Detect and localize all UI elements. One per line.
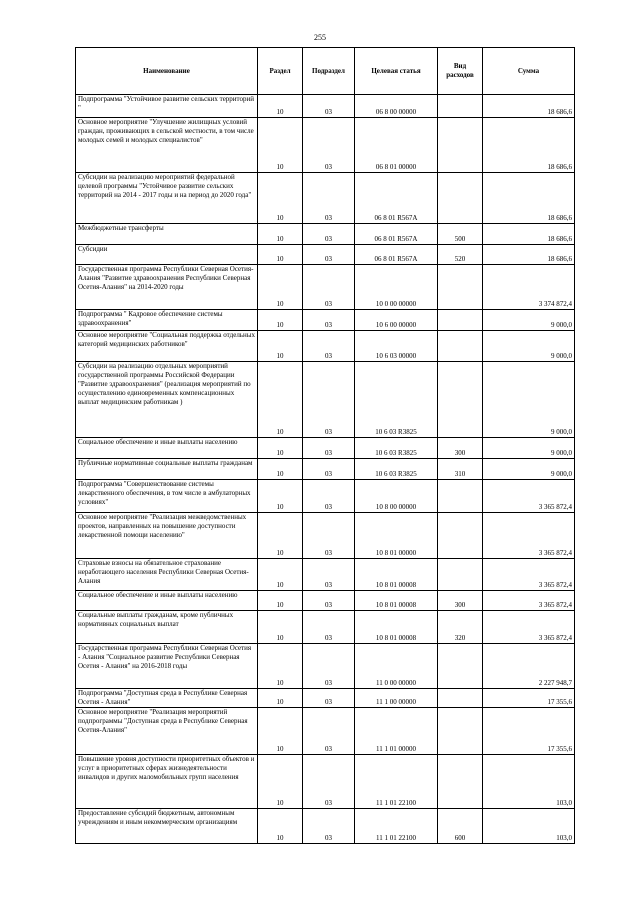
table-row xyxy=(76,459,575,480)
page-number: 255 xyxy=(314,33,326,42)
row-name: Основное мероприятие "Реализация мероприятий подпрограммы "Доступная среда в Республике Северная Осетия-Алания" xyxy=(76,708,258,755)
row-section: 10 xyxy=(258,809,303,844)
table-row xyxy=(76,708,575,755)
row-amount: 9 000,0 xyxy=(483,459,575,480)
row-expense-type xyxy=(438,708,483,755)
row-amount: 18 686,6 xyxy=(483,118,575,173)
row-subsection: 03 xyxy=(303,245,355,265)
row-target: 10 6 03 00000 xyxy=(355,331,438,362)
row-amount: 3 365 872,4 xyxy=(483,559,575,591)
col-amount-header: Сумма xyxy=(483,48,575,95)
row-expense-type xyxy=(438,513,483,559)
row-section: 10 xyxy=(258,245,303,265)
row-section: 10 xyxy=(258,173,303,224)
row-amount: 3 365 872,4 xyxy=(483,480,575,513)
table-row xyxy=(76,480,575,513)
table-row xyxy=(76,362,575,438)
col-subsection-header: Подраздел xyxy=(303,48,355,95)
row-expense-type: 600 xyxy=(438,809,483,844)
row-target: 10 8 01 00008 xyxy=(355,611,438,644)
row-target: 10 8 01 00008 xyxy=(355,591,438,611)
row-name: Подпрограмма "Совершенствование системы лекарственного обеспечения, в том числе в амбулаторных условиях" xyxy=(76,480,258,513)
row-expense-type xyxy=(438,689,483,708)
row-target: 06 8 01 00000 xyxy=(355,118,438,173)
table-row xyxy=(76,173,575,224)
row-section: 10 xyxy=(258,513,303,559)
row-section: 10 xyxy=(258,591,303,611)
row-section: 10 xyxy=(258,611,303,644)
row-amount: 3 374 872,4 xyxy=(483,265,575,310)
row-target: 10 6 03 R3825 xyxy=(355,362,438,438)
row-expense-type: 320 xyxy=(438,611,483,644)
table-row xyxy=(76,591,575,611)
row-subsection: 03 xyxy=(303,173,355,224)
row-amount: 9 000,0 xyxy=(483,310,575,331)
row-expense-type: 310 xyxy=(438,459,483,480)
row-name: Подпрограмма " Кадровое обеспечение системы здравоохранения" xyxy=(76,310,258,331)
row-target: 06 8 00 00000 xyxy=(355,95,438,118)
row-amount: 9 000,0 xyxy=(483,438,575,459)
row-expense-type: 300 xyxy=(438,591,483,611)
col-name-header: Наименование xyxy=(76,48,258,95)
row-section: 10 xyxy=(258,480,303,513)
row-amount: 9 000,0 xyxy=(483,362,575,438)
table-body xyxy=(76,95,575,844)
row-name: Основное мероприятие "Социальная поддержка отдельных категорий медицинских работников" xyxy=(76,331,258,362)
row-subsection: 03 xyxy=(303,310,355,331)
row-expense-type xyxy=(438,173,483,224)
row-amount: 18 686,6 xyxy=(483,245,575,265)
row-subsection: 03 xyxy=(303,559,355,591)
table-row xyxy=(76,245,575,265)
row-name: Межбюджетные трансферты xyxy=(76,224,258,245)
row-subsection: 03 xyxy=(303,755,355,809)
row-expense-type xyxy=(438,118,483,173)
row-target: 10 8 01 00000 xyxy=(355,513,438,559)
col-expense-type-header: Вид расходов xyxy=(438,48,483,95)
table-row xyxy=(76,331,575,362)
row-amount: 9 000,0 xyxy=(483,331,575,362)
col-section-header: Раздел xyxy=(258,48,303,95)
budget-table xyxy=(75,47,575,844)
row-section: 10 xyxy=(258,95,303,118)
table-row xyxy=(76,118,575,173)
row-section: 10 xyxy=(258,224,303,245)
row-expense-type: 300 xyxy=(438,438,483,459)
row-target: 06 8 01 R567А xyxy=(355,224,438,245)
row-section: 10 xyxy=(258,559,303,591)
row-section: 10 xyxy=(258,644,303,689)
row-subsection: 03 xyxy=(303,809,355,844)
row-name: Подпрограмма "Доступная среда в Республике Северная Осетия - Алания" xyxy=(76,689,258,708)
row-amount: 18 686,6 xyxy=(483,173,575,224)
row-name: Повышение уровня доступности приоритетных объектов и услуг в приоритетных сферах жизнедеятельности инвалидов и других маломобильных групп населения xyxy=(76,755,258,809)
row-target: 11 1 01 00000 xyxy=(355,708,438,755)
row-amount: 18 686,6 xyxy=(483,224,575,245)
row-expense-type: 520 xyxy=(438,245,483,265)
row-amount: 3 365 872,4 xyxy=(483,611,575,644)
row-subsection: 03 xyxy=(303,689,355,708)
row-name: Субсидии на реализацию мероприятий федеральной целевой программы "Устойчивое развитие сельских территорий на 2014 - 2017 годы и на период до 2020 года" xyxy=(76,173,258,224)
row-target: 11 1 01 22100 xyxy=(355,755,438,809)
row-subsection: 03 xyxy=(303,480,355,513)
row-amount: 103,0 xyxy=(483,755,575,809)
row-section: 10 xyxy=(258,689,303,708)
row-expense-type xyxy=(438,95,483,118)
row-expense-type xyxy=(438,755,483,809)
row-name: Предоставление субсидий бюджетным, автономным учреждениям и иным некоммерческим организациям xyxy=(76,809,258,844)
table-row xyxy=(76,755,575,809)
row-subsection: 03 xyxy=(303,362,355,438)
row-target: 11 1 01 22100 xyxy=(355,809,438,844)
table-row xyxy=(76,513,575,559)
row-section: 10 xyxy=(258,708,303,755)
row-target: 10 6 03 R3825 xyxy=(355,459,438,480)
row-target: 11 1 00 00000 xyxy=(355,689,438,708)
row-amount: 3 365 872,4 xyxy=(483,513,575,559)
row-section: 10 xyxy=(258,438,303,459)
row-name: Страховые взносы на обязательное страхование неработающего населения Республики Северная Осетия-Алания xyxy=(76,559,258,591)
row-target: 06 8 01 R567А xyxy=(355,173,438,224)
row-subsection: 03 xyxy=(303,708,355,755)
row-target: 11 0 00 00000 xyxy=(355,644,438,689)
row-expense-type xyxy=(438,644,483,689)
row-expense-type xyxy=(438,480,483,513)
row-name: Социальное обеспечение и иные выплаты населению xyxy=(76,591,258,611)
header-row xyxy=(76,48,575,95)
row-subsection: 03 xyxy=(303,224,355,245)
row-subsection: 03 xyxy=(303,644,355,689)
row-section: 10 xyxy=(258,459,303,480)
table-row xyxy=(76,559,575,591)
row-expense-type xyxy=(438,331,483,362)
row-name: Субсидии на реализацию отдельных мероприятий государственной программы Российской Федерации "Развитие здравоохранения" (реализация мероприятий по осуществлению единовременных компенсационных выплат медицинским работникам ) xyxy=(76,362,258,438)
row-section: 10 xyxy=(258,310,303,331)
row-expense-type xyxy=(438,265,483,310)
row-amount: 17 355,6 xyxy=(483,689,575,708)
row-expense-type: 500 xyxy=(438,224,483,245)
row-subsection: 03 xyxy=(303,591,355,611)
row-name: Государственная программа Республики Северная Осетия-Алания "Развитие здравоохранения Республики Северная Осетия-Алания" на 2014-2020 годы xyxy=(76,265,258,310)
table-row xyxy=(76,95,575,118)
row-name: Публичные нормативные социальные выплаты гражданам xyxy=(76,459,258,480)
table-row xyxy=(76,611,575,644)
row-expense-type xyxy=(438,310,483,331)
row-section: 10 xyxy=(258,331,303,362)
table-row xyxy=(76,310,575,331)
table-row xyxy=(76,224,575,245)
row-amount: 2 227 948,7 xyxy=(483,644,575,689)
row-subsection: 03 xyxy=(303,459,355,480)
row-section: 10 xyxy=(258,265,303,310)
row-name: Субсидии xyxy=(76,245,258,265)
row-target: 10 6 03 R3825 xyxy=(355,438,438,459)
table-row xyxy=(76,689,575,708)
row-name: Основное мероприятие "Улучшение жилищных условий граждан, проживающих в сельской местности, в том числе молодых семей и молодых специалистов" xyxy=(76,118,258,173)
row-amount: 18 686,6 xyxy=(483,95,575,118)
row-expense-type xyxy=(438,559,483,591)
row-subsection: 03 xyxy=(303,118,355,173)
row-target: 06 8 01 R567А xyxy=(355,245,438,265)
table-row xyxy=(76,809,575,844)
table-row xyxy=(76,438,575,459)
row-amount: 17 355,6 xyxy=(483,708,575,755)
row-subsection: 03 xyxy=(303,331,355,362)
table-row xyxy=(76,644,575,689)
row-target: 10 8 00 00000 xyxy=(355,480,438,513)
col-target-header: Целевая статья xyxy=(355,48,438,95)
row-name: Социальные выплаты гражданам, кроме публичных нормативных социальных выплат xyxy=(76,611,258,644)
row-section: 10 xyxy=(258,755,303,809)
row-target: 10 6 00 00000 xyxy=(355,310,438,331)
row-target: 10 0 00 00000 xyxy=(355,265,438,310)
row-section: 10 xyxy=(258,362,303,438)
row-name: Государственная программа Республики Северная Осетия - Алания "Социальное развитие Республики Северная Осетия - Алания" на 2016-2018 годы xyxy=(76,644,258,689)
row-subsection: 03 xyxy=(303,611,355,644)
row-subsection: 03 xyxy=(303,265,355,310)
row-amount: 103,0 xyxy=(483,809,575,844)
row-name: Основное мероприятие "Реализация межведомственных проектов, направленных на повышение доступности лекарственной помощи населению" xyxy=(76,513,258,559)
row-subsection: 03 xyxy=(303,513,355,559)
table-row xyxy=(76,265,575,310)
row-subsection: 03 xyxy=(303,438,355,459)
row-target: 10 8 01 00008 xyxy=(355,559,438,591)
row-expense-type xyxy=(438,362,483,438)
row-amount: 3 365 872,4 xyxy=(483,591,575,611)
row-section: 10 xyxy=(258,118,303,173)
row-name: Социальное обеспечение и иные выплаты населению xyxy=(76,438,258,459)
row-name: Подпрограмма "Устойчивое развитие сельских территорий " xyxy=(76,95,258,118)
row-subsection: 03 xyxy=(303,95,355,118)
